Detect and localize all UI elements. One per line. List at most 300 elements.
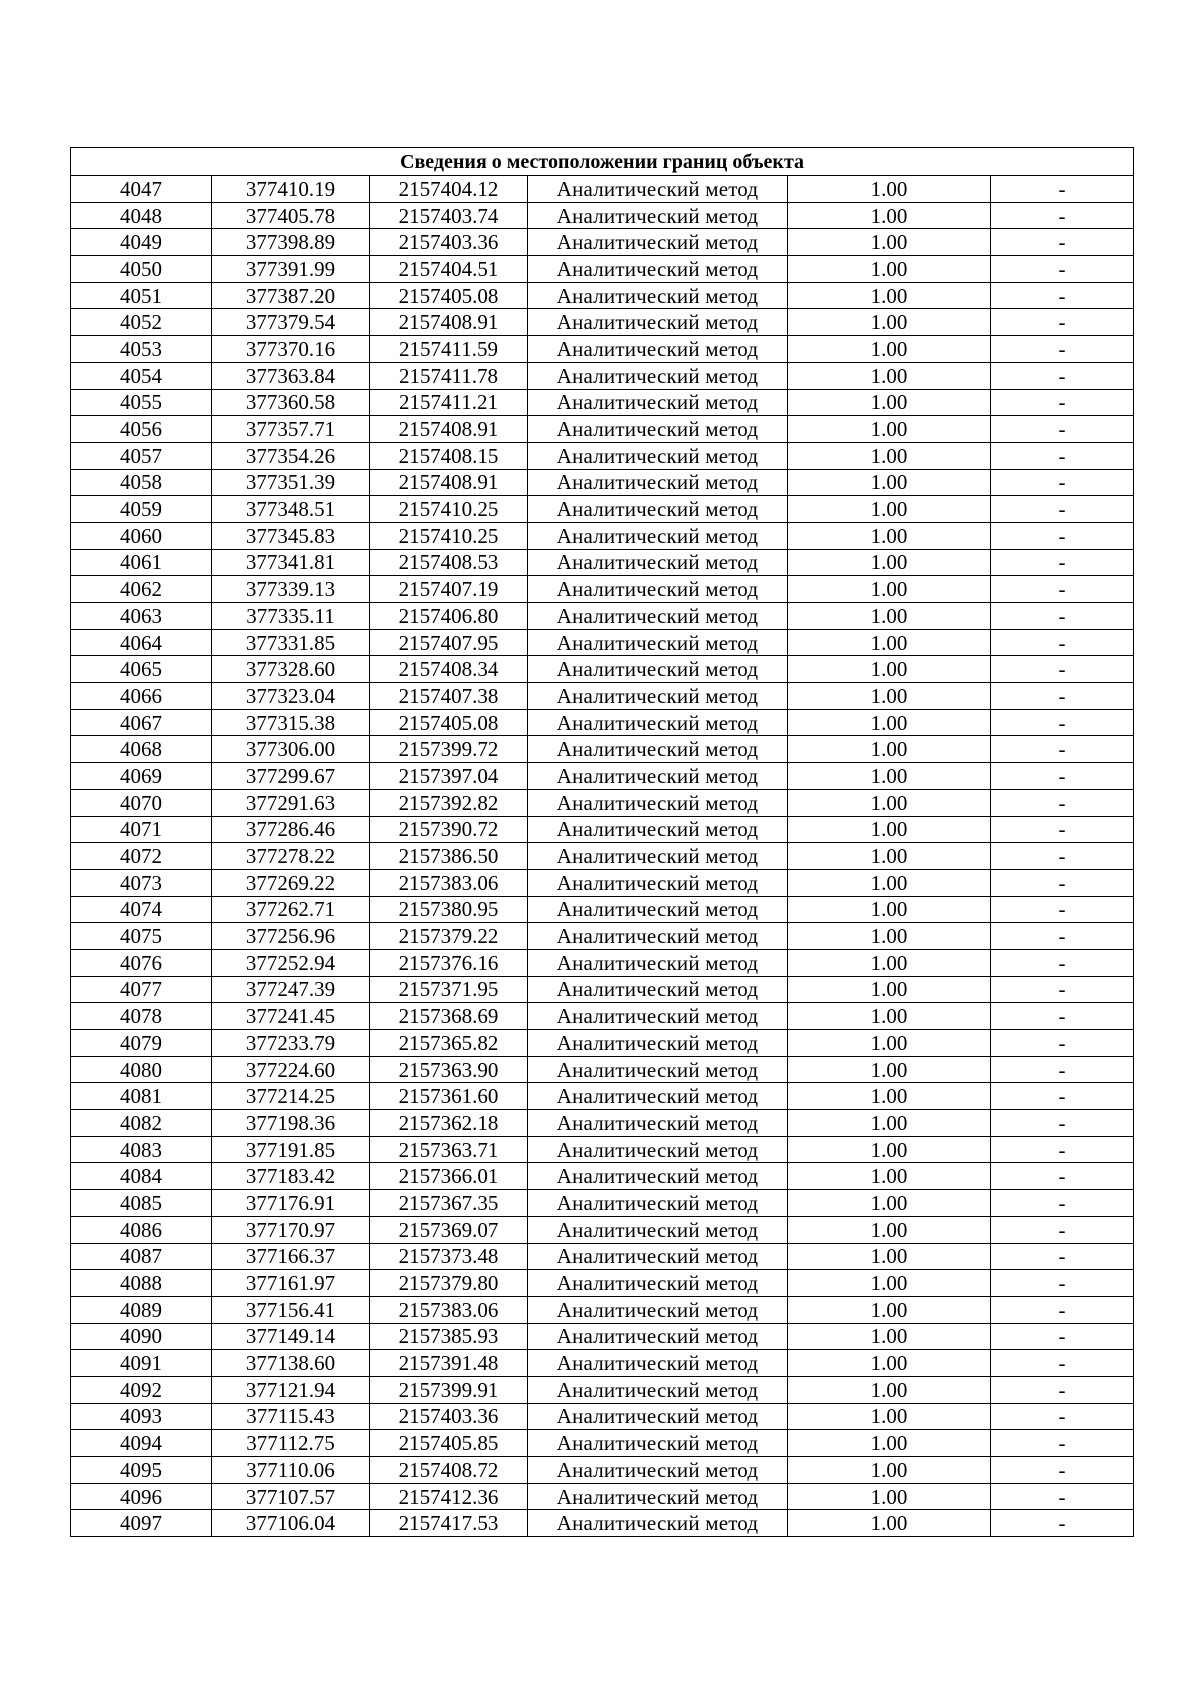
accuracy-cell: 1.00 <box>788 683 991 710</box>
x-coordinate-cell: 377357.71 <box>212 416 370 443</box>
description-cell: - <box>991 1136 1134 1163</box>
point-number-cell: 4061 <box>71 549 212 576</box>
method-cell: Аналитический метод <box>528 949 788 976</box>
table-row <box>71 1190 1134 1217</box>
description-cell: - <box>991 176 1134 203</box>
accuracy-cell: 1.00 <box>788 949 991 976</box>
point-number-cell: 4091 <box>71 1350 212 1377</box>
accuracy-cell: 1.00 <box>788 1083 991 1110</box>
point-number-cell: 4055 <box>71 389 212 416</box>
point-number-cell: 4097 <box>71 1510 212 1537</box>
method-cell: Аналитический метод <box>528 789 788 816</box>
accuracy-cell: 1.00 <box>788 1163 991 1190</box>
method-cell: Аналитический метод <box>528 1430 788 1457</box>
description-cell: - <box>991 1190 1134 1217</box>
x-coordinate-cell: 377398.89 <box>212 229 370 256</box>
description-cell: - <box>991 1376 1134 1403</box>
method-cell: Аналитический метод <box>528 442 788 469</box>
description-cell: - <box>991 282 1134 309</box>
x-coordinate-cell: 377149.14 <box>212 1323 370 1350</box>
x-coordinate-cell: 377241.45 <box>212 1003 370 1030</box>
description-cell: - <box>991 1216 1134 1243</box>
description-cell: - <box>991 1270 1134 1297</box>
table-row <box>71 976 1134 1003</box>
accuracy-cell: 1.00 <box>788 309 991 336</box>
x-coordinate-cell: 377391.99 <box>212 256 370 283</box>
method-cell: Аналитический метод <box>528 1376 788 1403</box>
y-coordinate-cell: 2157408.91 <box>370 416 528 443</box>
point-number-cell: 4066 <box>71 683 212 710</box>
description-cell: - <box>991 1403 1134 1430</box>
method-cell: Аналитический метод <box>528 603 788 630</box>
y-coordinate-cell: 2157412.36 <box>370 1483 528 1510</box>
point-number-cell: 4083 <box>71 1136 212 1163</box>
point-number-cell: 4054 <box>71 362 212 389</box>
method-cell: Аналитический метод <box>528 1163 788 1190</box>
x-coordinate-cell: 377405.78 <box>212 202 370 229</box>
table-row <box>71 683 1134 710</box>
table-row <box>71 256 1134 283</box>
x-coordinate-cell: 377315.38 <box>212 709 370 736</box>
point-number-cell: 4093 <box>71 1403 212 1430</box>
method-cell: Аналитический метод <box>528 709 788 736</box>
description-cell: - <box>991 843 1134 870</box>
accuracy-cell: 1.00 <box>788 176 991 203</box>
x-coordinate-cell: 377323.04 <box>212 683 370 710</box>
table-row <box>71 816 1134 843</box>
point-number-cell: 4063 <box>71 603 212 630</box>
table-row <box>71 1457 1134 1484</box>
method-cell: Аналитический метод <box>528 1457 788 1484</box>
description-cell: - <box>991 1510 1134 1537</box>
method-cell: Аналитический метод <box>528 362 788 389</box>
y-coordinate-cell: 2157403.36 <box>370 229 528 256</box>
point-number-cell: 4072 <box>71 843 212 870</box>
y-coordinate-cell: 2157404.12 <box>370 176 528 203</box>
x-coordinate-cell: 377291.63 <box>212 789 370 816</box>
description-cell: - <box>991 1296 1134 1323</box>
accuracy-cell: 1.00 <box>788 362 991 389</box>
x-coordinate-cell: 377214.25 <box>212 1083 370 1110</box>
point-number-cell: 4074 <box>71 896 212 923</box>
method-cell: Аналитический метод <box>528 896 788 923</box>
method-cell: Аналитический метод <box>528 416 788 443</box>
accuracy-cell: 1.00 <box>788 1216 991 1243</box>
description-cell: - <box>991 309 1134 336</box>
point-number-cell: 4079 <box>71 1030 212 1057</box>
method-cell: Аналитический метод <box>528 309 788 336</box>
point-number-cell: 4077 <box>71 976 212 1003</box>
y-coordinate-cell: 2157385.93 <box>370 1323 528 1350</box>
accuracy-cell: 1.00 <box>788 1350 991 1377</box>
point-number-cell: 4057 <box>71 442 212 469</box>
y-coordinate-cell: 2157410.25 <box>370 522 528 549</box>
x-coordinate-cell: 377351.39 <box>212 469 370 496</box>
description-cell: - <box>991 1483 1134 1510</box>
accuracy-cell: 1.00 <box>788 1296 991 1323</box>
method-cell: Аналитический метод <box>528 1296 788 1323</box>
x-coordinate-cell: 377138.60 <box>212 1350 370 1377</box>
y-coordinate-cell: 2157408.15 <box>370 442 528 469</box>
method-cell: Аналитический метод <box>528 1350 788 1377</box>
x-coordinate-cell: 377110.06 <box>212 1457 370 1484</box>
accuracy-cell: 1.00 <box>788 816 991 843</box>
point-number-cell: 4086 <box>71 1216 212 1243</box>
point-number-cell: 4065 <box>71 656 212 683</box>
y-coordinate-cell: 2157408.72 <box>370 1457 528 1484</box>
y-coordinate-cell: 2157369.07 <box>370 1216 528 1243</box>
accuracy-cell: 1.00 <box>788 549 991 576</box>
table-title-row <box>71 148 1134 176</box>
accuracy-cell: 1.00 <box>788 843 991 870</box>
table-row <box>71 1270 1134 1297</box>
method-cell: Аналитический метод <box>528 1056 788 1083</box>
table-row <box>71 1110 1134 1137</box>
description-cell: - <box>991 656 1134 683</box>
table-row <box>71 1030 1134 1057</box>
y-coordinate-cell: 2157383.06 <box>370 1296 528 1323</box>
description-cell: - <box>991 1110 1134 1137</box>
accuracy-cell: 1.00 <box>788 1270 991 1297</box>
point-number-cell: 4070 <box>71 789 212 816</box>
table-row <box>71 496 1134 523</box>
method-cell: Аналитический метод <box>528 549 788 576</box>
method-cell: Аналитический метод <box>528 282 788 309</box>
description-cell: - <box>991 789 1134 816</box>
method-cell: Аналитический метод <box>528 1003 788 1030</box>
description-cell: - <box>991 549 1134 576</box>
accuracy-cell: 1.00 <box>788 1483 991 1510</box>
point-number-cell: 4064 <box>71 629 212 656</box>
y-coordinate-cell: 2157367.35 <box>370 1190 528 1217</box>
y-coordinate-cell: 2157379.22 <box>370 923 528 950</box>
description-cell: - <box>991 522 1134 549</box>
table-row <box>71 389 1134 416</box>
point-number-cell: 4069 <box>71 763 212 790</box>
accuracy-cell: 1.00 <box>788 1003 991 1030</box>
accuracy-cell: 1.00 <box>788 336 991 363</box>
y-coordinate-cell: 2157406.80 <box>370 603 528 630</box>
method-cell: Аналитический метод <box>528 469 788 496</box>
accuracy-cell: 1.00 <box>788 1457 991 1484</box>
x-coordinate-cell: 377247.39 <box>212 976 370 1003</box>
accuracy-cell: 1.00 <box>788 789 991 816</box>
description-cell: - <box>991 1163 1134 1190</box>
accuracy-cell: 1.00 <box>788 1403 991 1430</box>
x-coordinate-cell: 377278.22 <box>212 843 370 870</box>
table-row <box>71 709 1134 736</box>
method-cell: Аналитический метод <box>528 496 788 523</box>
method-cell: Аналитический метод <box>528 1216 788 1243</box>
point-number-cell: 4052 <box>71 309 212 336</box>
x-coordinate-cell: 377115.43 <box>212 1403 370 1430</box>
method-cell: Аналитический метод <box>528 1323 788 1350</box>
table-row <box>71 1323 1134 1350</box>
accuracy-cell: 1.00 <box>788 629 991 656</box>
point-number-cell: 4080 <box>71 1056 212 1083</box>
table-row <box>71 1056 1134 1083</box>
accuracy-cell: 1.00 <box>788 976 991 1003</box>
accuracy-cell: 1.00 <box>788 1243 991 1270</box>
accuracy-cell: 1.00 <box>788 522 991 549</box>
method-cell: Аналитический метод <box>528 229 788 256</box>
x-coordinate-cell: 377339.13 <box>212 576 370 603</box>
table-row <box>71 362 1134 389</box>
description-cell: - <box>991 442 1134 469</box>
accuracy-cell: 1.00 <box>788 1136 991 1163</box>
point-number-cell: 4062 <box>71 576 212 603</box>
x-coordinate-cell: 377176.91 <box>212 1190 370 1217</box>
x-coordinate-cell: 377306.00 <box>212 736 370 763</box>
accuracy-cell: 1.00 <box>788 1430 991 1457</box>
method-cell: Аналитический метод <box>528 683 788 710</box>
y-coordinate-cell: 2157407.19 <box>370 576 528 603</box>
y-coordinate-cell: 2157405.08 <box>370 282 528 309</box>
accuracy-cell: 1.00 <box>788 469 991 496</box>
description-cell: - <box>991 709 1134 736</box>
point-number-cell: 4056 <box>71 416 212 443</box>
x-coordinate-cell: 377410.19 <box>212 176 370 203</box>
point-number-cell: 4048 <box>71 202 212 229</box>
method-cell: Аналитический метод <box>528 629 788 656</box>
table-row <box>71 469 1134 496</box>
y-coordinate-cell: 2157368.69 <box>370 1003 528 1030</box>
point-number-cell: 4095 <box>71 1457 212 1484</box>
point-number-cell: 4092 <box>71 1376 212 1403</box>
description-cell: - <box>991 496 1134 523</box>
y-coordinate-cell: 2157383.06 <box>370 869 528 896</box>
y-coordinate-cell: 2157407.38 <box>370 683 528 710</box>
x-coordinate-cell: 377166.37 <box>212 1243 370 1270</box>
point-number-cell: 4049 <box>71 229 212 256</box>
method-cell: Аналитический метод <box>528 1083 788 1110</box>
x-coordinate-cell: 377345.83 <box>212 522 370 549</box>
method-cell: Аналитический метод <box>528 389 788 416</box>
y-coordinate-cell: 2157407.95 <box>370 629 528 656</box>
description-cell: - <box>991 1323 1134 1350</box>
x-coordinate-cell: 377370.16 <box>212 336 370 363</box>
method-cell: Аналитический метод <box>528 923 788 950</box>
description-cell: - <box>991 1350 1134 1377</box>
accuracy-cell: 1.00 <box>788 1376 991 1403</box>
description-cell: - <box>991 416 1134 443</box>
accuracy-cell: 1.00 <box>788 656 991 683</box>
point-number-cell: 4076 <box>71 949 212 976</box>
table-row <box>71 923 1134 950</box>
method-cell: Аналитический метод <box>528 1190 788 1217</box>
description-cell: - <box>991 389 1134 416</box>
y-coordinate-cell: 2157376.16 <box>370 949 528 976</box>
y-coordinate-cell: 2157363.71 <box>370 1136 528 1163</box>
method-cell: Аналитический метод <box>528 1136 788 1163</box>
y-coordinate-cell: 2157391.48 <box>370 1350 528 1377</box>
table-row <box>71 896 1134 923</box>
accuracy-cell: 1.00 <box>788 896 991 923</box>
table-row <box>71 1243 1134 1270</box>
point-number-cell: 4084 <box>71 1163 212 1190</box>
description-cell: - <box>991 869 1134 896</box>
description-cell: - <box>991 629 1134 656</box>
point-number-cell: 4096 <box>71 1483 212 1510</box>
table-row <box>71 1163 1134 1190</box>
x-coordinate-cell: 377256.96 <box>212 923 370 950</box>
table-row <box>71 789 1134 816</box>
x-coordinate-cell: 377299.67 <box>212 763 370 790</box>
x-coordinate-cell: 377252.94 <box>212 949 370 976</box>
table-row <box>71 176 1134 203</box>
method-cell: Аналитический метод <box>528 1403 788 1430</box>
y-coordinate-cell: 2157379.80 <box>370 1270 528 1297</box>
description-cell: - <box>991 949 1134 976</box>
x-coordinate-cell: 377191.85 <box>212 1136 370 1163</box>
x-coordinate-cell: 377183.42 <box>212 1163 370 1190</box>
point-number-cell: 4088 <box>71 1270 212 1297</box>
table-row <box>71 656 1134 683</box>
method-cell: Аналитический метод <box>528 1110 788 1137</box>
x-coordinate-cell: 377286.46 <box>212 816 370 843</box>
x-coordinate-cell: 377156.41 <box>212 1296 370 1323</box>
y-coordinate-cell: 2157408.91 <box>370 309 528 336</box>
x-coordinate-cell: 377198.36 <box>212 1110 370 1137</box>
method-cell: Аналитический метод <box>528 816 788 843</box>
method-cell: Аналитический метод <box>528 1030 788 1057</box>
y-coordinate-cell: 2157390.72 <box>370 816 528 843</box>
accuracy-cell: 1.00 <box>788 416 991 443</box>
point-number-cell: 4082 <box>71 1110 212 1137</box>
point-number-cell: 4051 <box>71 282 212 309</box>
y-coordinate-cell: 2157365.82 <box>370 1030 528 1057</box>
point-number-cell: 4085 <box>71 1190 212 1217</box>
table-row <box>71 1403 1134 1430</box>
method-cell: Аналитический метод <box>528 1243 788 1270</box>
accuracy-cell: 1.00 <box>788 576 991 603</box>
accuracy-cell: 1.00 <box>788 282 991 309</box>
method-cell: Аналитический метод <box>528 202 788 229</box>
table-row <box>71 309 1134 336</box>
x-coordinate-cell: 377107.57 <box>212 1483 370 1510</box>
description-cell: - <box>991 1457 1134 1484</box>
description-cell: - <box>991 763 1134 790</box>
x-coordinate-cell: 377269.22 <box>212 869 370 896</box>
x-coordinate-cell: 377233.79 <box>212 1030 370 1057</box>
table-row <box>71 603 1134 630</box>
description-cell: - <box>991 896 1134 923</box>
x-coordinate-cell: 377387.20 <box>212 282 370 309</box>
x-coordinate-cell: 377360.58 <box>212 389 370 416</box>
point-number-cell: 4075 <box>71 923 212 950</box>
x-coordinate-cell: 377224.60 <box>212 1056 370 1083</box>
table-row <box>71 229 1134 256</box>
point-number-cell: 4050 <box>71 256 212 283</box>
accuracy-cell: 1.00 <box>788 1190 991 1217</box>
y-coordinate-cell: 2157408.91 <box>370 469 528 496</box>
point-number-cell: 4073 <box>71 869 212 896</box>
table-row <box>71 869 1134 896</box>
method-cell: Аналитический метод <box>528 763 788 790</box>
table-row <box>71 736 1134 763</box>
method-cell: Аналитический метод <box>528 576 788 603</box>
method-cell: Аналитический метод <box>528 656 788 683</box>
accuracy-cell: 1.00 <box>788 202 991 229</box>
description-cell: - <box>991 683 1134 710</box>
boundary-coordinates-table <box>70 147 1134 1537</box>
x-coordinate-cell: 377112.75 <box>212 1430 370 1457</box>
description-cell: - <box>991 362 1134 389</box>
method-cell: Аналитический метод <box>528 176 788 203</box>
y-coordinate-cell: 2157399.91 <box>370 1376 528 1403</box>
x-coordinate-cell: 377328.60 <box>212 656 370 683</box>
x-coordinate-cell: 377363.84 <box>212 362 370 389</box>
x-coordinate-cell: 377335.11 <box>212 603 370 630</box>
table-row <box>71 763 1134 790</box>
x-coordinate-cell: 377354.26 <box>212 442 370 469</box>
y-coordinate-cell: 2157363.90 <box>370 1056 528 1083</box>
x-coordinate-cell: 377170.97 <box>212 1216 370 1243</box>
y-coordinate-cell: 2157403.74 <box>370 202 528 229</box>
method-cell: Аналитический метод <box>528 843 788 870</box>
description-cell: - <box>991 976 1134 1003</box>
x-coordinate-cell: 377331.85 <box>212 629 370 656</box>
y-coordinate-cell: 2157366.01 <box>370 1163 528 1190</box>
method-cell: Аналитический метод <box>528 522 788 549</box>
x-coordinate-cell: 377341.81 <box>212 549 370 576</box>
y-coordinate-cell: 2157362.18 <box>370 1110 528 1137</box>
method-cell: Аналитический метод <box>528 1510 788 1537</box>
accuracy-cell: 1.00 <box>788 1056 991 1083</box>
y-coordinate-cell: 2157361.60 <box>370 1083 528 1110</box>
x-coordinate-cell: 377379.54 <box>212 309 370 336</box>
accuracy-cell: 1.00 <box>788 1110 991 1137</box>
point-number-cell: 4068 <box>71 736 212 763</box>
point-number-cell: 4089 <box>71 1296 212 1323</box>
description-cell: - <box>991 576 1134 603</box>
point-number-cell: 4058 <box>71 469 212 496</box>
y-coordinate-cell: 2157403.36 <box>370 1403 528 1430</box>
accuracy-cell: 1.00 <box>788 229 991 256</box>
table-row <box>71 576 1134 603</box>
description-cell: - <box>991 736 1134 763</box>
method-cell: Аналитический метод <box>528 976 788 1003</box>
table-row <box>71 442 1134 469</box>
y-coordinate-cell: 2157408.53 <box>370 549 528 576</box>
point-number-cell: 4094 <box>71 1430 212 1457</box>
table-body <box>71 176 1134 1537</box>
point-number-cell: 4059 <box>71 496 212 523</box>
x-coordinate-cell: 377348.51 <box>212 496 370 523</box>
y-coordinate-cell: 2157380.95 <box>370 896 528 923</box>
description-cell: - <box>991 256 1134 283</box>
point-number-cell: 4071 <box>71 816 212 843</box>
accuracy-cell: 1.00 <box>788 1030 991 1057</box>
description-cell: - <box>991 1030 1134 1057</box>
accuracy-cell: 1.00 <box>788 256 991 283</box>
x-coordinate-cell: 377262.71 <box>212 896 370 923</box>
description-cell: - <box>991 1056 1134 1083</box>
table-row <box>71 1483 1134 1510</box>
description-cell: - <box>991 816 1134 843</box>
method-cell: Аналитический метод <box>528 1270 788 1297</box>
accuracy-cell: 1.00 <box>788 496 991 523</box>
y-coordinate-cell: 2157411.78 <box>370 362 528 389</box>
method-cell: Аналитический метод <box>528 869 788 896</box>
method-cell: Аналитический метод <box>528 736 788 763</box>
table-row <box>71 336 1134 363</box>
description-cell: - <box>991 202 1134 229</box>
y-coordinate-cell: 2157410.25 <box>370 496 528 523</box>
table-row <box>71 1430 1134 1457</box>
y-coordinate-cell: 2157404.51 <box>370 256 528 283</box>
description-cell: - <box>991 1430 1134 1457</box>
